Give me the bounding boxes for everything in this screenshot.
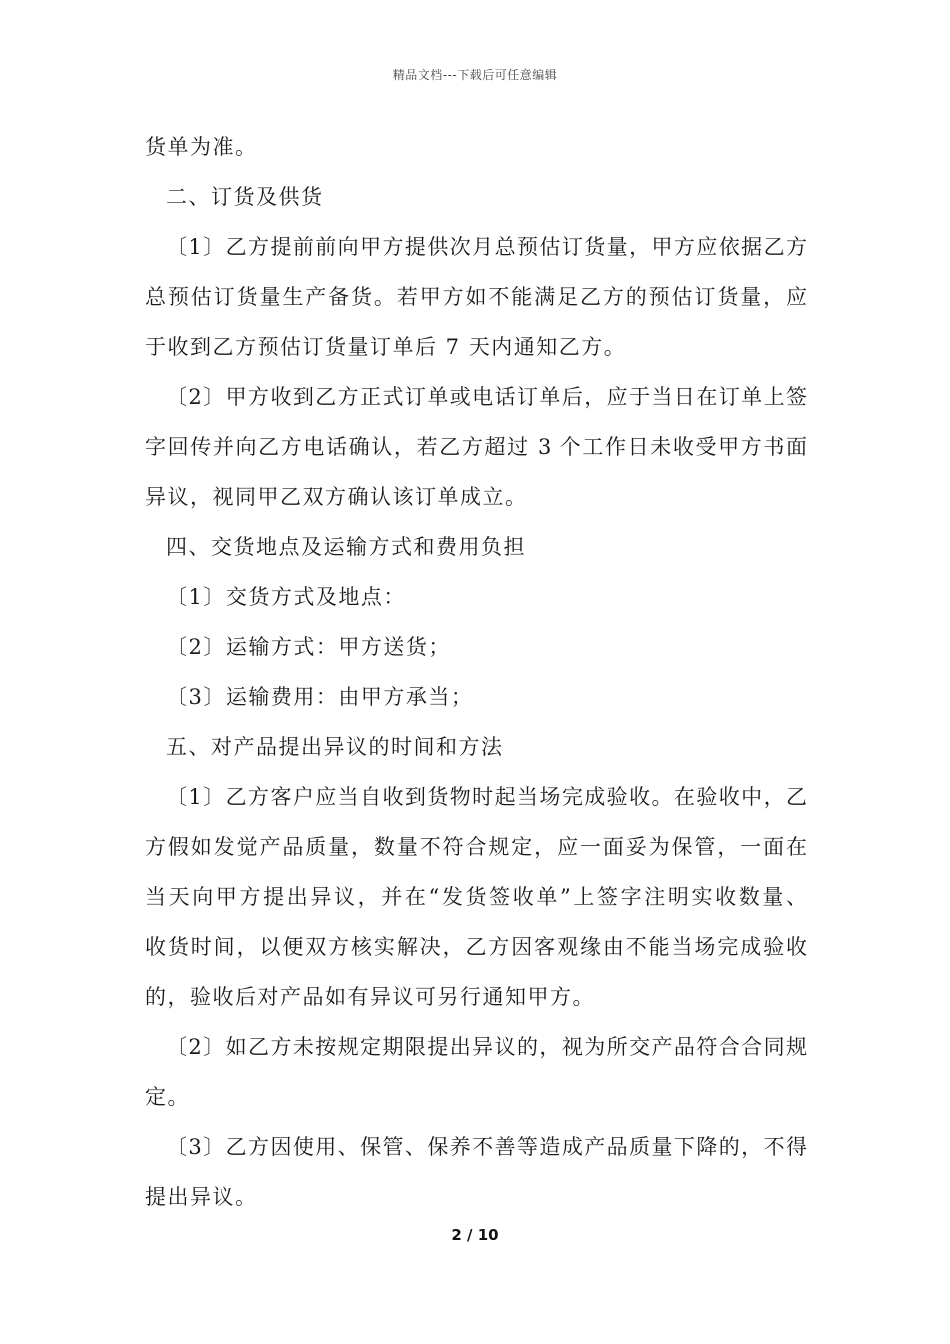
text-line: 收货时间，以便双方核实解决，乙方因客观缘由不能当场完成验收 xyxy=(145,935,807,959)
document-body xyxy=(145,127,807,1227)
text-line: 〔2〕运输方式：甲方送货； xyxy=(166,635,451,659)
text-line: 的，验收后对产品如有异议可另行通知甲方。 xyxy=(145,985,595,1009)
page-number: 2 / 10 xyxy=(451,1226,499,1244)
text-line: 〔1〕乙方提前前向甲方提供次月总预估订货量，甲方应依据乙方 xyxy=(166,235,807,259)
section-heading: 二、订货及供货 xyxy=(166,185,324,209)
text-line: 〔1〕乙方客户应当自收到货物时起当场完成验收。在验收中，乙 xyxy=(166,785,807,809)
text-line: 〔2〕如乙方未按规定期限提出异议的，视为所交产品符合合同规 xyxy=(166,1035,807,1059)
text-line: 货单为准。 xyxy=(145,135,258,159)
section-heading: 五、对产品提出异议的时间和方法 xyxy=(166,735,504,759)
page-header: 精品文档---下载后可任意编辑 xyxy=(392,68,558,82)
text-line: 总预估订货量生产备货。若甲方如不能满足乙方的预估订货量，应 xyxy=(145,285,807,309)
text-line: 定。 xyxy=(145,1085,190,1109)
text-line: 当天向甲方提出异议，并在“发货签收单”上签字注明实收数量、 xyxy=(145,885,807,909)
section-heading: 四、交货地点及运输方式和费用负担 xyxy=(166,535,526,559)
text-line: 于收到乙方预估订货量订单后 7 天内通知乙方。 xyxy=(145,335,627,359)
text-line: 〔3〕运输费用：由甲方承当； xyxy=(166,685,474,709)
text-line: 〔3〕乙方因使用、保管、保养不善等造成产品质量下降的，不得 xyxy=(166,1135,807,1159)
text-line: 〔2〕甲方收到乙方正式订单或电话订单后，应于当日在订单上签 xyxy=(166,385,807,409)
text-line: 方假如发觉产品质量，数量不符合规定，应一面妥为保管，一面在 xyxy=(145,835,807,859)
text-line: 异议，视同甲乙双方确认该订单成立。 xyxy=(145,485,528,509)
text-line: 〔1〕交货方式及地点： xyxy=(166,585,406,609)
text-line: 字回传并向乙方电话确认，若乙方超过 3 个工作日未收受甲方书面 xyxy=(145,435,807,459)
text-line: 提出异议。 xyxy=(145,1185,258,1209)
